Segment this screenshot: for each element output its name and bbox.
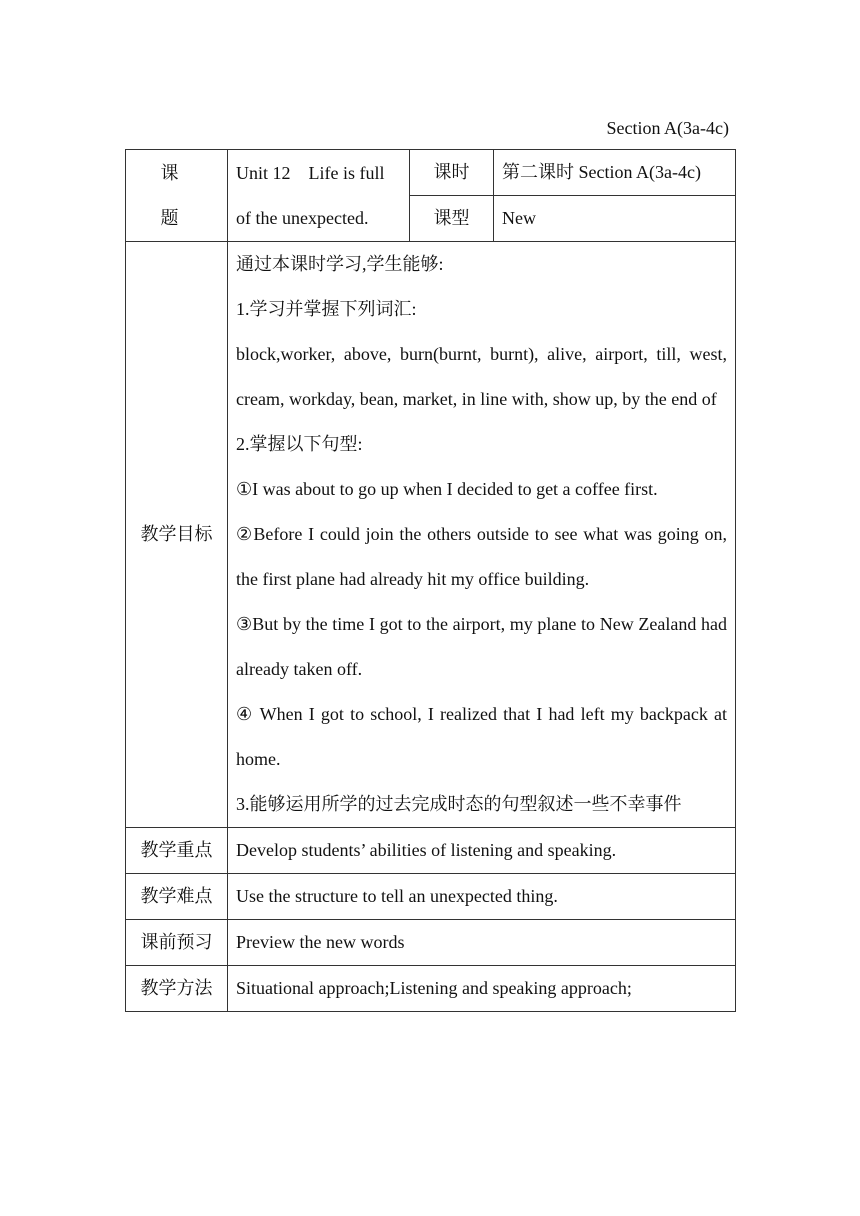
table-row (126, 828, 736, 874)
goals-item3: 3.能够运用所学的过去完成时态的句型叙述一些不幸事件 (236, 794, 682, 814)
goals-sentence-4: ④ When I got to school, I realized that I had left my backpack at home. (236, 704, 727, 769)
preview-label: 课前预习 (126, 920, 228, 966)
period-label: 课时 (410, 150, 494, 196)
section-label: Section A(3a-4c) (606, 118, 729, 138)
goals-intro: 通过本课时学习,学生能够: (236, 254, 444, 274)
type-value: New (494, 196, 736, 242)
key-points-label: 教学重点 (126, 828, 228, 874)
goals-sentence-2: ②Before I could join the others outside to see what was going on, the first plane had already hit my office building. (236, 524, 727, 589)
lesson-plan-table (125, 149, 736, 1012)
goals-sentence-1: ①I was about to go up when I decided to get a coffee first. (236, 479, 658, 499)
methods-value: Situational approach;Listening and speaking approach; (228, 966, 736, 1012)
topic-label: 课 题 (126, 150, 228, 242)
goals-label: 教学目标 (126, 242, 228, 828)
difficulties-value: Use the structure to tell an unexpected thing. (228, 874, 736, 920)
key-points-value: Develop students’ abilities of listening and speaking. (228, 828, 736, 874)
type-label: 课型 (410, 196, 494, 242)
preview-value: Preview the new words (228, 920, 736, 966)
goals-item1-title: 1.学习并掌握下列词汇: (236, 299, 417, 319)
table-row (126, 966, 736, 1012)
goals-sentence-3: ③But by the time I got to the airport, my plane to New Zealand had already taken off. (236, 614, 727, 679)
goals-item1-words: block,worker, above, burn(burnt, burnt), alive, airport, till, west, cream, workday, bean, market, in line with, show up, by the end of (236, 344, 727, 409)
table-row (126, 150, 736, 196)
goals-item2-title: 2.掌握以下句型: (236, 434, 363, 454)
topic-value: Unit 12 Life is full of the unexpected. (228, 150, 410, 242)
table-row (126, 242, 736, 828)
goals-content (228, 242, 736, 828)
difficulties-label: 教学难点 (126, 874, 228, 920)
table-row (126, 920, 736, 966)
period-value: 第二课时 Section A(3a-4c) (494, 150, 736, 196)
methods-label: 教学方法 (126, 966, 228, 1012)
table-row (126, 874, 736, 920)
